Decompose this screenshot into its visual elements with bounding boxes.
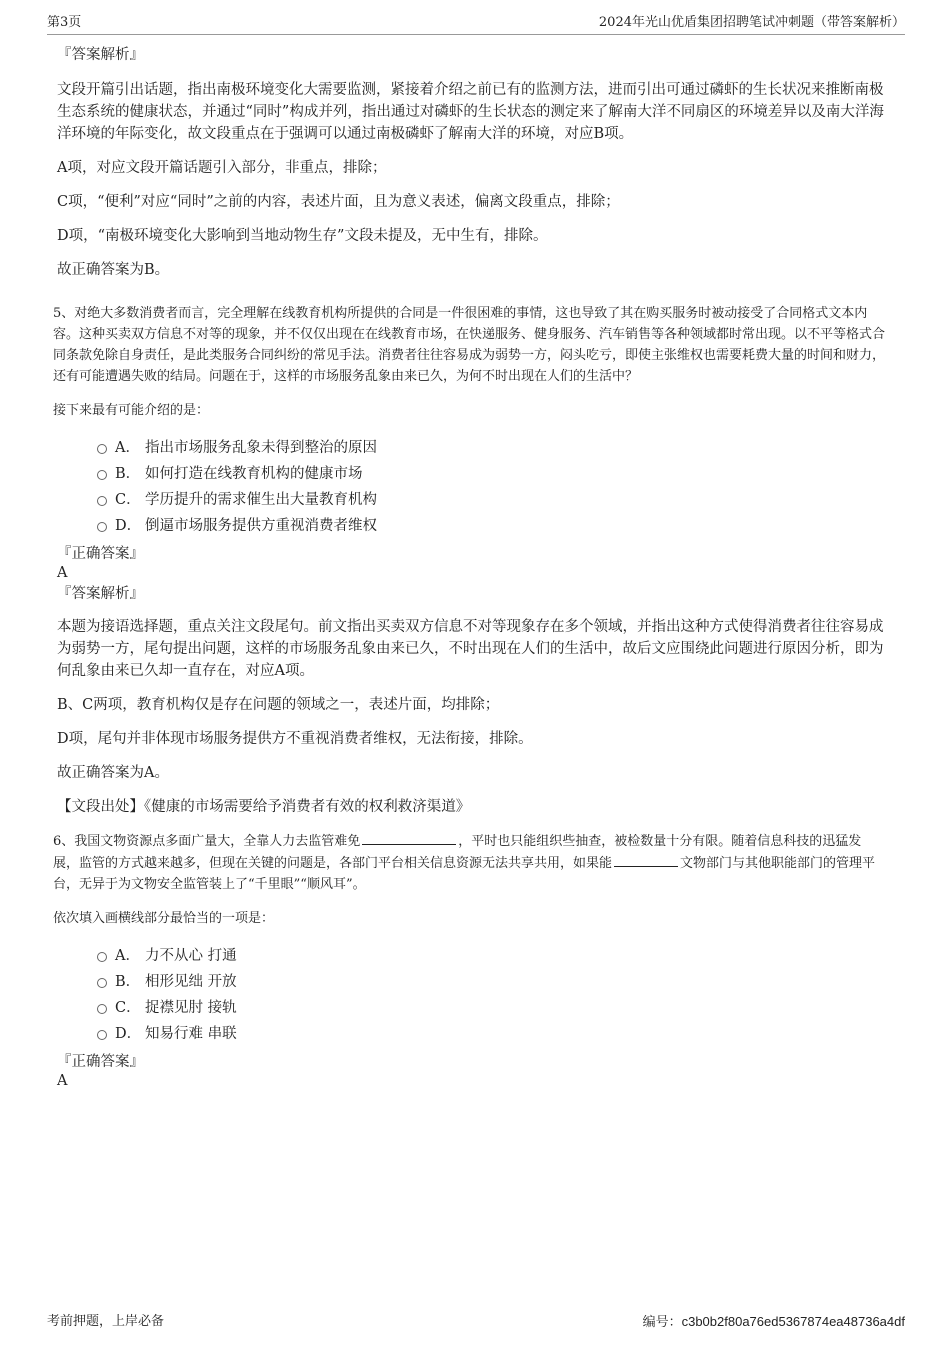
- q6-option-b[interactable]: B． 相形见绌 开放: [57, 969, 885, 995]
- radio-button-icon[interactable]: [97, 978, 107, 988]
- q5-answer-label: 『正确答案』: [57, 546, 144, 562]
- q6-answer-label: 『正确答案』: [57, 1054, 144, 1070]
- q4-analysis-c: C项，“便利”对应“同时”之前的内容，表述片面，且为意义表述，偏离文段重点，排除；: [57, 194, 620, 210]
- q4-conclusion: 故正确答案为B。: [57, 262, 170, 278]
- q5-prompt: 接下来最有可能介绍的是：: [53, 403, 210, 418]
- document-title: 2024年光山优盾集团招聘笔试冲刺题（带答案解析）: [598, 15, 905, 30]
- q5-option-a[interactable]: A． 指出市场服务乱象未得到整治的原因: [57, 435, 885, 461]
- q5-answer: A: [57, 565, 68, 581]
- q6-prompt: 依次填入画横线部分最恰当的一项是：: [53, 911, 275, 926]
- q5-option-d[interactable]: D． 倒逼市场服务提供方重视消费者维权: [57, 513, 885, 539]
- radio-button-icon[interactable]: [97, 1030, 107, 1040]
- radio-button-icon[interactable]: [97, 1004, 107, 1014]
- q5-analysis-label: 『答案解析』: [57, 586, 144, 602]
- page-number: 第3页: [47, 15, 82, 30]
- fill-blank-1: [362, 830, 456, 845]
- q4-analysis-main: 文段开篇引出话题，指出南极环境变化大需要监测，紧接着介绍之前已有的监测方法，进而引出可通过磷虾的生长状况来推断南极生态系统的健康状态，并通过“同时”构成并列，指出通过对磷虾的生长状态的测定来了解南大洋不同扇区的环境差异以及南大洋海洋环境的年际变化，故文段重点在于强调可以通过南极磷虾了解南大洋的环境，对应B项。: [57, 82, 884, 142]
- q5-conclusion: 故正确答案为A。: [57, 765, 169, 781]
- page-footer: [47, 1313, 905, 1333]
- fill-blank-2: [614, 852, 678, 867]
- q6-option-a[interactable]: A． 力不从心 打通: [57, 943, 885, 969]
- q5-option-b[interactable]: B． 如何打造在线教育机构的健康市场: [57, 461, 885, 487]
- radio-button-icon[interactable]: [97, 470, 107, 480]
- q5-source: 【文段出处】《健康的市场需要给予消费者有效的权利救济渠道》: [57, 799, 471, 815]
- q4-analysis-a: A项，对应文段开篇话题引入部分，非重点，排除；: [57, 160, 387, 176]
- radio-button-icon[interactable]: [97, 496, 107, 506]
- q5-analysis-main: 本题为接语选择题，重点关注文段尾句。前文指出买卖双方信息不对等现象存在多个领域，并指出这种方式使得消费者往往容易成为弱势一方，尾句提出问题，这样的市场服务乱象由来已久，不时出现在人们的生活中，故后文应围绕此问题进行原因分析，即为何乱象由来已久却一直存在，对应A项。: [57, 619, 884, 679]
- footer-serial: 编号：c3b0b2f80a76ed5367874ea48736a4df: [642, 1314, 905, 1330]
- page-header: [47, 14, 905, 35]
- q6-option-d[interactable]: D． 知易行难 串联: [57, 1021, 885, 1047]
- q5-analysis-bc: B、C两项，教育机构仅是存在问题的领域之一，表述片面，均排除；: [57, 697, 500, 713]
- radio-button-icon[interactable]: [97, 952, 107, 962]
- q6-answer: A: [57, 1073, 68, 1089]
- q4-analysis-label: 『答案解析』: [57, 47, 144, 63]
- q6-question-text: 6、我国文物资源点多面广量大，全靠人力去监管难免 ，平时也只能组织些抽查，被检数量十分有限。随着信息科技的迅猛发展，监管的方式越来越多，但现在关键的问题是，各部门平台相关信息资源无法共享共用，如果能 文物部门与其他职能部门的管理平台，无异于为文物安全监管装上了“千里眼”“顺风耳”。: [53, 830, 885, 895]
- page-content: [53, 46, 886, 1091]
- q6-option-c[interactable]: C． 捉襟见肘 接轨: [57, 995, 885, 1021]
- q6-options: [57, 943, 885, 1047]
- q4-analysis-d: D项，“南极环境变化大影响到当地动物生存”文段未提及，无中生有，排除。: [57, 228, 548, 244]
- radio-button-icon[interactable]: [97, 522, 107, 532]
- q5-question-text: 5、对绝大多数消费者而言，完全理解在线教育机构所提供的合同是一件很困难的事情，这也导致了其在购买服务时被动接受了合同格式文本内容。这种买卖双方信息不对等的现象，并不仅仅出现在在线教育市场，在快递服务、健身服务、汽车销售等各种领域都时常出现。以不平等格式合同条款免除自身责任，是此类服务合同纠纷的常见手法。消费者往往容易成为弱势一方，闷头吃亏，即使主张维权也需要耗费大量的时间和财力，还有可能遭遇失败的结局。问题在于，这样的市场服务乱象由来已久，为何不时出现在人们的生活中？: [53, 306, 886, 384]
- q5-analysis-d: D项，尾句并非体现市场服务提供方不重视消费者维权，无法衔接，排除。: [57, 731, 533, 747]
- radio-button-icon[interactable]: [97, 444, 107, 454]
- q5-options: [57, 435, 885, 539]
- q5-option-c[interactable]: C． 学历提升的需求催生出大量教育机构: [57, 487, 885, 513]
- footer-slogan: 考前押题，上岸必备: [47, 1314, 165, 1329]
